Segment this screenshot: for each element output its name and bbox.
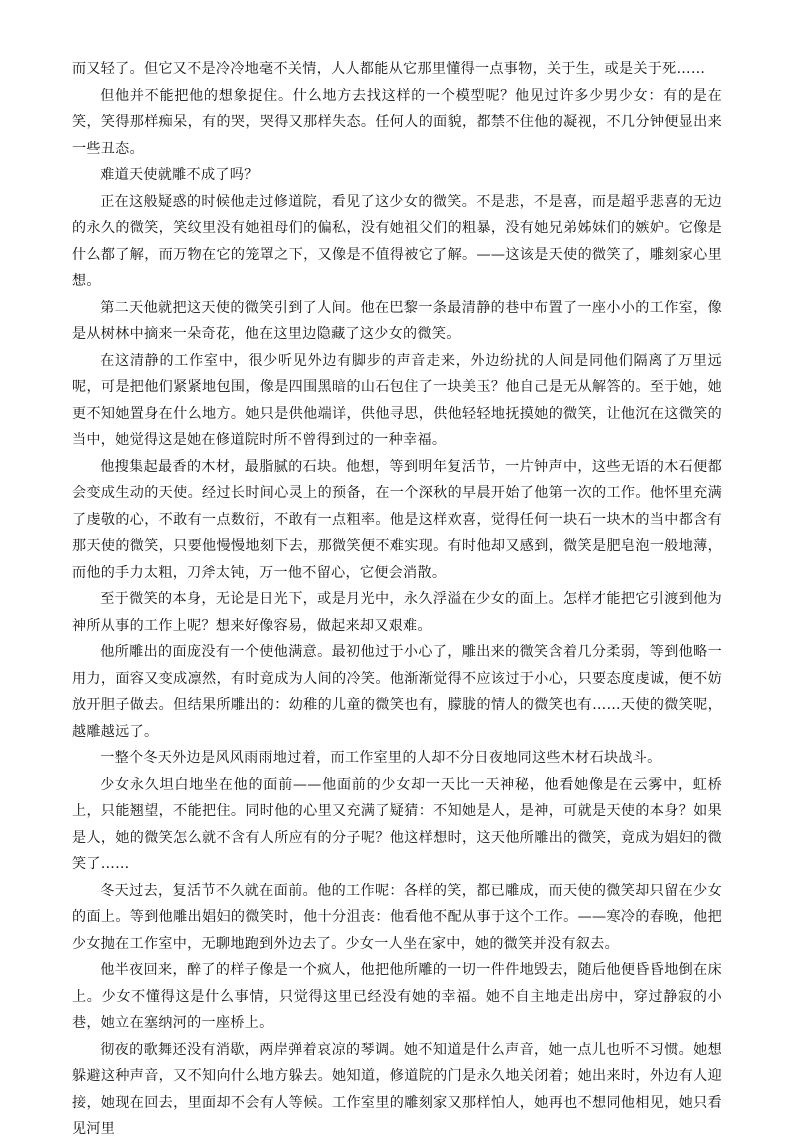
paragraph: 难道天使就雕不成了吗？ bbox=[100, 167, 259, 183]
paragraph: 冬天过去，复活节不久就在面前。他的工作呢：各样的笑，都已雕成，而天使的微笑却只留在少女的面上。等到他雕出娼妇的微笑时，他十分沮丧：他看他不配从事于这个工作。——寒冷的春晚，他把少女抛在工作室中，无聊地跑到外边去了。少女一人坐在家中，她的微笑并没有叙去。 bbox=[72, 882, 722, 952]
paragraph: 至于微笑的本身，无论是日光下，或是月光中，永久浮溢在少女的面上。怎样才能把它引渡到他为神所从事的工作上呢？想来好像容易，做起来却又艰难。 bbox=[72, 591, 722, 634]
paragraph: 而又轻了。但它又不是冷冷地毫不关情，人人都能从它那里懂得一点事物，关于生，或是关于死…… bbox=[72, 61, 706, 77]
paragraph: 但他并不能把他的想象捉住。什么地方去找这样的一个模型呢？他见过许多少男少女：有的是在笑，笑得那样痴呆，有的哭，哭得又那样失态。任何人的面貌，都禁不住他的凝视，不几分钟便显出来一些丑态。 bbox=[72, 87, 722, 157]
paragraph: 他半夜回来，醉了的样子像是一个疯人，他把他所雕的一切一件件地毁去，随后他便昏昏地倒在床上。少女不懂得这是什么事情，只觉得这里已经没有她的幸福。她不自主地走出房中，穿过静寂的小巷，她立在塞纳河的一座桥上。 bbox=[72, 962, 722, 1031]
paragraph: 他搜集起最香的木材，最脂腻的石块。他想，等到明年复活节，一片钟声中，这些无语的木石便都会变成生动的天使。经过长时间心灵上的预备，在一个深秋的早晨开始了他第一次的工作。他怀里充满了虔敬的心，不敢有一点数衍，不敢有一点粗率。他是这样欢喜，觉得任何一块石一块木的当中都含有那天使的微笑，只要他慢慢地刻下去，那微笑便不难实现。有时他却又感到，微笑是肥皂泡一般地薄，而他的手力太粗，刀斧太钝，万一他不留心，它便会消散。 bbox=[72, 458, 722, 581]
paragraph: 在这清静的工作室中，很少听见外边有脚步的声音走来，外边纷扰的人间是同他们隔离了万里远呢，可是把他们紧紧地包围，像是四围黑暗的山石包住了一块美玉？他自己是无从解答的。至于她，她更不知她置身在什么地方。她只是供他端详，供他寻思，供他轻轻地抚摸她的微笑，让他沉在这微笑的当中，她觉得这是她在修道院时所不曾得到过的一种幸福。 bbox=[72, 352, 722, 448]
paragraph: 少女永久坦白地坐在他的面前——他面前的少女却一天比一天神秘，他看她像是在云雾中，虹桥上，只能翘望，不能把住。同时他的心里又充满了疑猜：不知她是人，是神，可就是天使的本身？如果是人，她的微笑怎么就不含有人所应有的分子呢？他这样想时，这天他所雕出的微笑，竟成为娼妇的微笑了…… bbox=[72, 776, 722, 872]
paragraph: 正在这般疑惑的时候他走过修道院，看见了这少女的微笑。不是悲，不是喜，而是超乎悲喜的无边的永久的微笑，笑纹里没有她祖母们的偏私，没有她祖父们的粗暴，没有她兄弟姊妹们的嫉妒。它像是什么都了解，而万物在它的笼罩之下，又像是不值得被它了解。——这该是天使的微笑了，雕刻家心里想。 bbox=[72, 193, 722, 289]
paragraph: 彻夜的歌舞还没有消歇，两岸弹着哀凉的琴调。她不知道是什么声音，她一点儿也听不习惯。她想躲避这种声音，又不知向什么地方躲去。她知道，修道院的门是永久地关闭着；她出来时，外边有人迎接，她现在回去，里面却不会有人等候。工作室里的雕刻家又那样怕人，她再也不想同他相见，她只看见河里 bbox=[72, 1041, 722, 1137]
document-page bbox=[72, 56, 722, 1143]
paragraph: 他所雕出的面庞没有一个使他满意。最初他过于小心了，雕出来的微笑含着几分柔弱，等到他略一用力，面容又变成凛然，有时竟成为人间的冷笑。他渐渐觉得不应该过于小心，只要态度虔诚，便不妨放开胆子做去。但结果所雕出的：幼稚的儿童的微笑也有，朦胧的情人的微笑也有……天使的微笑呢，越雕越远了。 bbox=[72, 644, 722, 740]
paragraph: 第二天他就把这天使的微笑引到了人间。他在巴黎一条最清静的巷中布置了一座小小的工作室，像是从树林中摘来一朵奇花，他在这里边隐藏了这少女的微笑。 bbox=[72, 299, 722, 342]
paragraph: 一整个冬天外边是风风雨雨地过着，而工作室里的人却不分日夜地同这些木材石块战斗。 bbox=[100, 750, 662, 766]
